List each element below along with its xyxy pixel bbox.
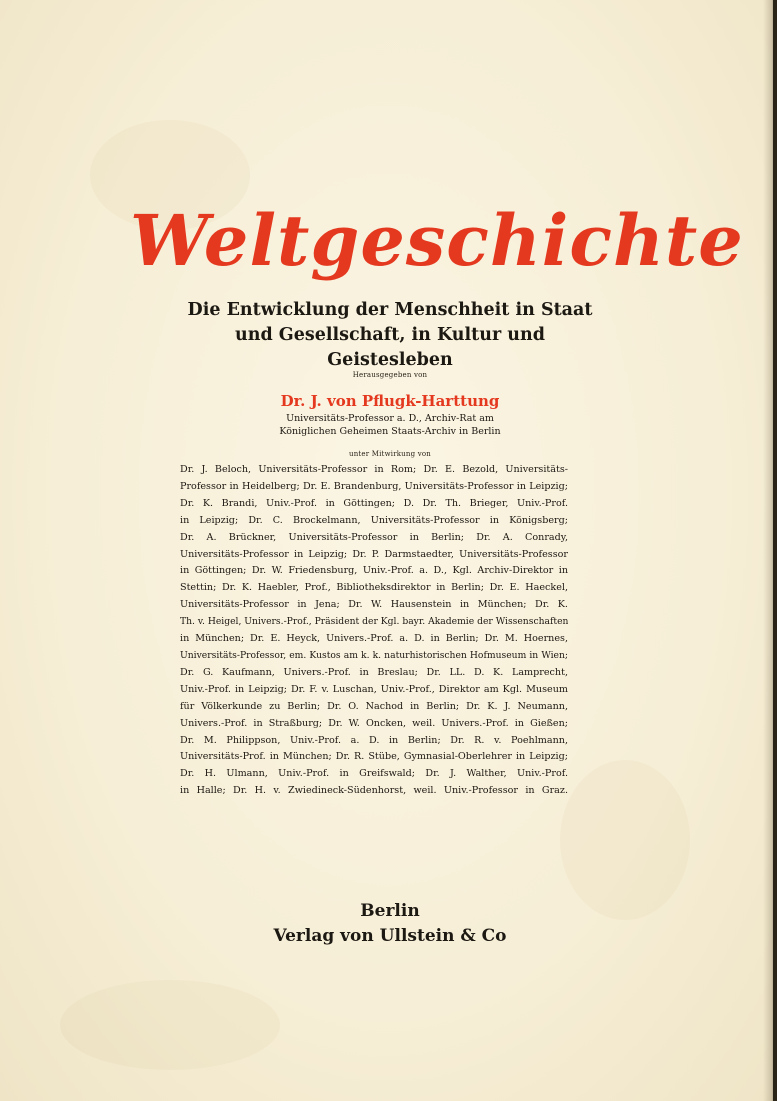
contributors-line: in Göttingen; Dr. W. Friedensburg, Univ.-Prof. a. D., Kgl. Archiv-Direktor in xyxy=(180,565,568,577)
contributors-line: Dr. H. Ulmann, Univ.-Prof. in Greifswald; Dr. J. Walther, Univ.-Prof. xyxy=(180,768,568,780)
editor-role-line-1: Universitäts-Professor a. D., Archiv-Rat am xyxy=(286,413,494,424)
contributors-line: Dr. A. Brückner, Universitäts-Professor in Berlin; Dr. A. Conrady, xyxy=(180,531,568,543)
page-edge xyxy=(773,0,777,1101)
book-title: Weltgeschichte xyxy=(130,199,744,282)
contributors-line: Universitäts-Professor, em. Kustos am k. k. naturhistorischen Hofmuseum in Wien; xyxy=(180,649,568,661)
contributors-line: Dr. K. Brandi, Univ.-Prof. in Göttingen; D. Dr. Th. Brieger, Univ.-Prof. xyxy=(180,497,568,509)
contributors-list xyxy=(180,462,568,800)
contributors-line: Stettin; Dr. K. Haebler, Prof., Bibliotheksdirektor in Berlin; Dr. E. Haeckel, xyxy=(180,582,568,594)
contributors-line: Dr. G. Kaufmann, Univers.-Prof. in Breslau; Dr. LL. D. K. Lamprecht, xyxy=(180,666,568,678)
contributors-line: Universitäts-Professor in Jena; Dr. W. Hausenstein in München; Dr. K. xyxy=(180,599,568,611)
contributors-line: Universitäts-Prof. in München; Dr. R. Stübe, Gymnasial-Oberlehrer in Leipzig; xyxy=(180,751,568,763)
contributors-line: Univ.-Prof. in Leipzig; Dr. F. v. Luschan, Univ.-Prof., Direktor am Kgl. Museum xyxy=(180,683,568,695)
paper-stain xyxy=(60,980,280,1070)
contributors-line: Universitäts-Professor in Leipzig; Dr. P. Darmstaedter, Universitäts-Professor xyxy=(180,548,568,560)
contributors-line: Dr. M. Philippson, Univ.-Prof. a. D. in Berlin; Dr. R. v. Poehlmann, xyxy=(180,734,568,746)
contributors-line: Th. v. Heigel, Univers.-Prof., Präsident der Kgl. bayr. Akademie der Wissenschaften xyxy=(180,616,568,628)
imprint-place: Berlin xyxy=(360,901,420,921)
subtitle-line-2: und Gesellschaft, in Kultur und Geistesleben xyxy=(235,325,545,370)
contributors-line: Univers.-Prof. in Straßburg; Dr. W. Oncken, weil. Univers.-Prof. in Gießen; xyxy=(180,717,568,729)
contributors-line: für Völkerkunde zu Berlin; Dr. O. Nachod in Berlin; Dr. K. J. Neumann, xyxy=(180,700,568,712)
paper-stain xyxy=(560,760,690,920)
edited-by-label: Herausgegeben von xyxy=(352,371,428,379)
subtitle-line-1: Die Entwicklung der Menschheit in Staat xyxy=(187,300,593,320)
contributors-line: Dr. J. Beloch, Universitäts-Professor in Rom; Dr. E. Bezold, Universitäts- xyxy=(180,464,568,475)
editor-role xyxy=(240,412,540,438)
editor-role-line-2: Königlichen Geheimen Staats-Archiv in Berlin xyxy=(279,426,501,437)
imprint-publisher: Verlag von Ullstein & Co xyxy=(273,926,507,946)
editor-name: Dr. J. von Pflugk-Harttung xyxy=(280,392,500,410)
contributors-line: in Halle; Dr. H. v. Zwiedineck-Südenhorst, weil. Univ.-Professor in Graz. xyxy=(180,785,568,797)
contributors-line: in Leipzig; Dr. C. Brockelmann, Universitäts-Professor in Königsberg; xyxy=(180,514,568,526)
contributors-line: in München; Dr. E. Heyck, Univers.-Prof. a. D. in Berlin; Dr. M. Hoernes, xyxy=(180,633,568,645)
book-subtitle xyxy=(180,298,600,373)
contributors-line: Professor in Heidelberg; Dr. E. Brandenburg, Universitäts-Professor in Leipzig; xyxy=(180,480,568,492)
collaboration-label: unter Mitwirkung von xyxy=(349,450,431,458)
